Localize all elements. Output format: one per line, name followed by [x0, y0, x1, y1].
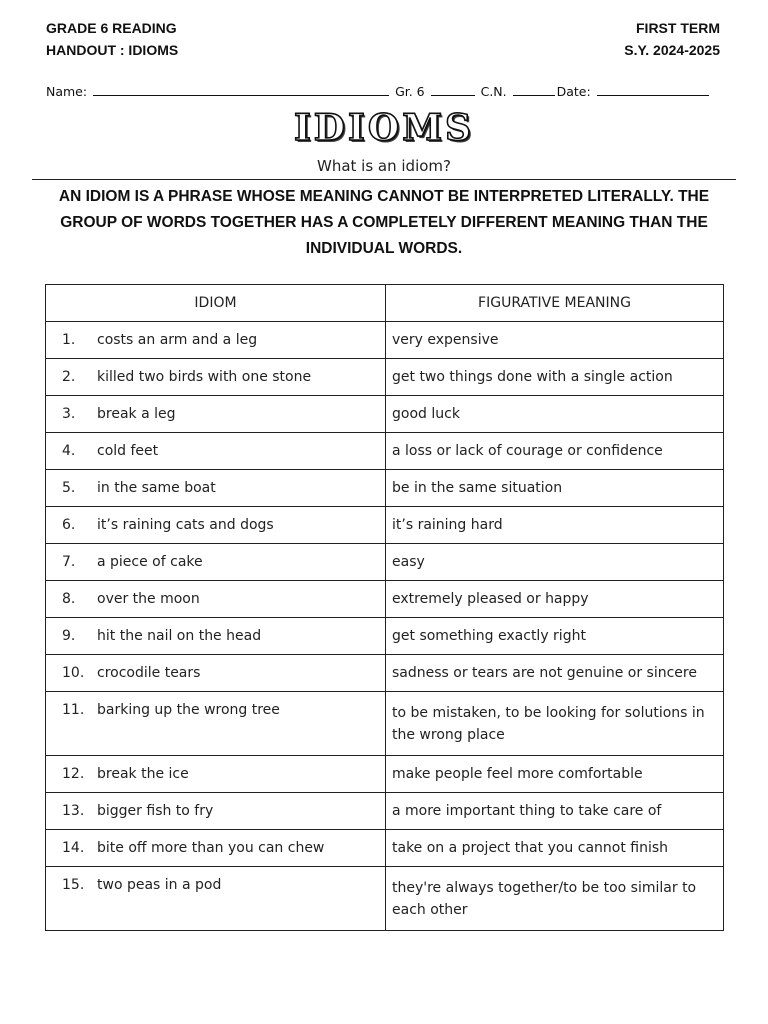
table-row — [46, 396, 724, 433]
meaning-cell: sadness or tears are not genuine or sincere — [386, 655, 724, 692]
meaning-cell: it’s raining hard — [386, 507, 724, 544]
table-row — [46, 756, 724, 793]
student-info-line — [46, 82, 722, 99]
row-number: 6. — [62, 517, 76, 533]
idiom-cell — [46, 470, 386, 507]
name-field[interactable] — [93, 82, 389, 96]
cn-label: C.N. — [480, 84, 507, 99]
idiom-text: over the moon — [97, 591, 200, 607]
idiom-text: two peas in a pod — [97, 877, 222, 893]
date-label: Date: — [556, 84, 591, 99]
divider — [32, 179, 736, 180]
table-row — [46, 359, 724, 396]
table-row — [46, 793, 724, 830]
row-number: 8. — [62, 591, 76, 607]
idiom-cell — [46, 322, 386, 359]
meaning-cell: take on a project that you cannot finish — [386, 830, 724, 867]
handout-label: HANDOUT : IDIOMS — [46, 42, 179, 58]
row-number: 2. — [62, 369, 76, 385]
table-row — [46, 692, 724, 756]
meaning-cell: to be mistaken, to be looking for solutions in the wrong place — [386, 692, 724, 756]
table-row — [46, 581, 724, 618]
meaning-cell: get something exactly right — [386, 618, 724, 655]
idiom-text: in the same boat — [97, 480, 216, 496]
idiom-text: crocodile tears — [97, 665, 201, 681]
row-number: 5. — [62, 480, 76, 496]
table-row — [46, 544, 724, 581]
meaning-cell: a loss or lack of courage or confidence — [386, 433, 724, 470]
table-row — [46, 433, 724, 470]
page-subtitle: What is an idiom? — [316, 157, 451, 175]
idiom-text: cold feet — [97, 443, 159, 459]
idiom-text: break a leg — [97, 406, 176, 422]
date-field[interactable] — [597, 82, 709, 96]
table-row — [46, 867, 724, 931]
idiom-column-header: IDIOM — [46, 285, 386, 322]
idiom-text: costs an arm and a leg — [97, 332, 258, 348]
row-number: 13. — [62, 803, 85, 819]
idiom-cell — [46, 581, 386, 618]
idiom-text: a piece of cake — [97, 554, 203, 570]
term-label: FIRST TERM — [636, 20, 720, 36]
idioms-table-body — [46, 322, 724, 931]
idiom-text: bite off more than you can chew — [97, 840, 325, 856]
idiom-cell — [46, 793, 386, 830]
header-left — [46, 17, 178, 61]
idiom-cell — [46, 433, 386, 470]
grade-field[interactable] — [431, 82, 475, 96]
table-row — [46, 470, 724, 507]
idiom-definition: AN IDIOM IS A PHRASE WHOSE MEANING CANNOT BE INTERPRETED LITERALLY. THE GROUP OF WORDS TOGETHER HAS A COMPLETELY DIFFERENT MEANING THAN THE INDIVIDUAL WORDS. — [58, 188, 710, 257]
meaning-cell: extremely pleased or happy — [386, 581, 724, 618]
row-number: 12. — [62, 766, 85, 782]
idiom-cell — [46, 830, 386, 867]
table-row — [46, 655, 724, 692]
row-number: 10. — [62, 665, 85, 681]
idiom-text: break the ice — [97, 766, 189, 782]
idiom-cell — [46, 507, 386, 544]
meaning-cell: very expensive — [386, 322, 724, 359]
idiom-cell — [46, 655, 386, 692]
meaning-cell: good luck — [386, 396, 724, 433]
meaning-cell: make people feel more comfortable — [386, 756, 724, 793]
idioms-table — [45, 284, 724, 931]
row-number: 7. — [62, 554, 76, 570]
grade-label: Gr. 6 — [395, 84, 425, 99]
row-number: 9. — [62, 628, 76, 644]
idiom-cell — [46, 618, 386, 655]
row-number: 3. — [62, 406, 76, 422]
subject-label: GRADE 6 READING — [46, 20, 177, 36]
meaning-cell: easy — [386, 544, 724, 581]
meaning-cell: they're always together/to be too similar to each other — [386, 867, 724, 931]
table-row — [46, 830, 724, 867]
row-number: 1. — [62, 332, 76, 348]
meaning-cell: get two things done with a single action — [386, 359, 724, 396]
cn-field[interactable] — [513, 82, 555, 96]
idiom-text: bigger fish to fry — [97, 803, 214, 819]
row-number: 14. — [62, 840, 85, 856]
idiom-cell — [46, 692, 386, 756]
row-number: 11. — [62, 702, 85, 718]
table-row — [46, 618, 724, 655]
idiom-cell — [46, 359, 386, 396]
row-number: 4. — [62, 443, 76, 459]
page-title: IDIOMS — [293, 107, 475, 149]
school-year-label: S.Y. 2024-2025 — [624, 42, 720, 58]
idiom-cell — [46, 544, 386, 581]
idiom-cell — [46, 396, 386, 433]
meaning-cell: be in the same situation — [386, 470, 724, 507]
meaning-cell: a more important thing to take care of — [386, 793, 724, 830]
idiom-text: hit the nail on the head — [97, 628, 262, 644]
idiom-cell — [46, 756, 386, 793]
name-label: Name: — [46, 84, 88, 99]
row-number: 15. — [62, 877, 85, 893]
meaning-column-header: FIGURATIVE MEANING — [386, 285, 724, 322]
header-right — [624, 17, 720, 61]
idiom-text: barking up the wrong tree — [97, 702, 280, 718]
idiom-text: it’s raining cats and dogs — [97, 517, 274, 533]
idiom-cell — [46, 867, 386, 931]
table-row — [46, 322, 724, 359]
idiom-text: killed two birds with one stone — [97, 369, 312, 385]
table-row — [46, 507, 724, 544]
